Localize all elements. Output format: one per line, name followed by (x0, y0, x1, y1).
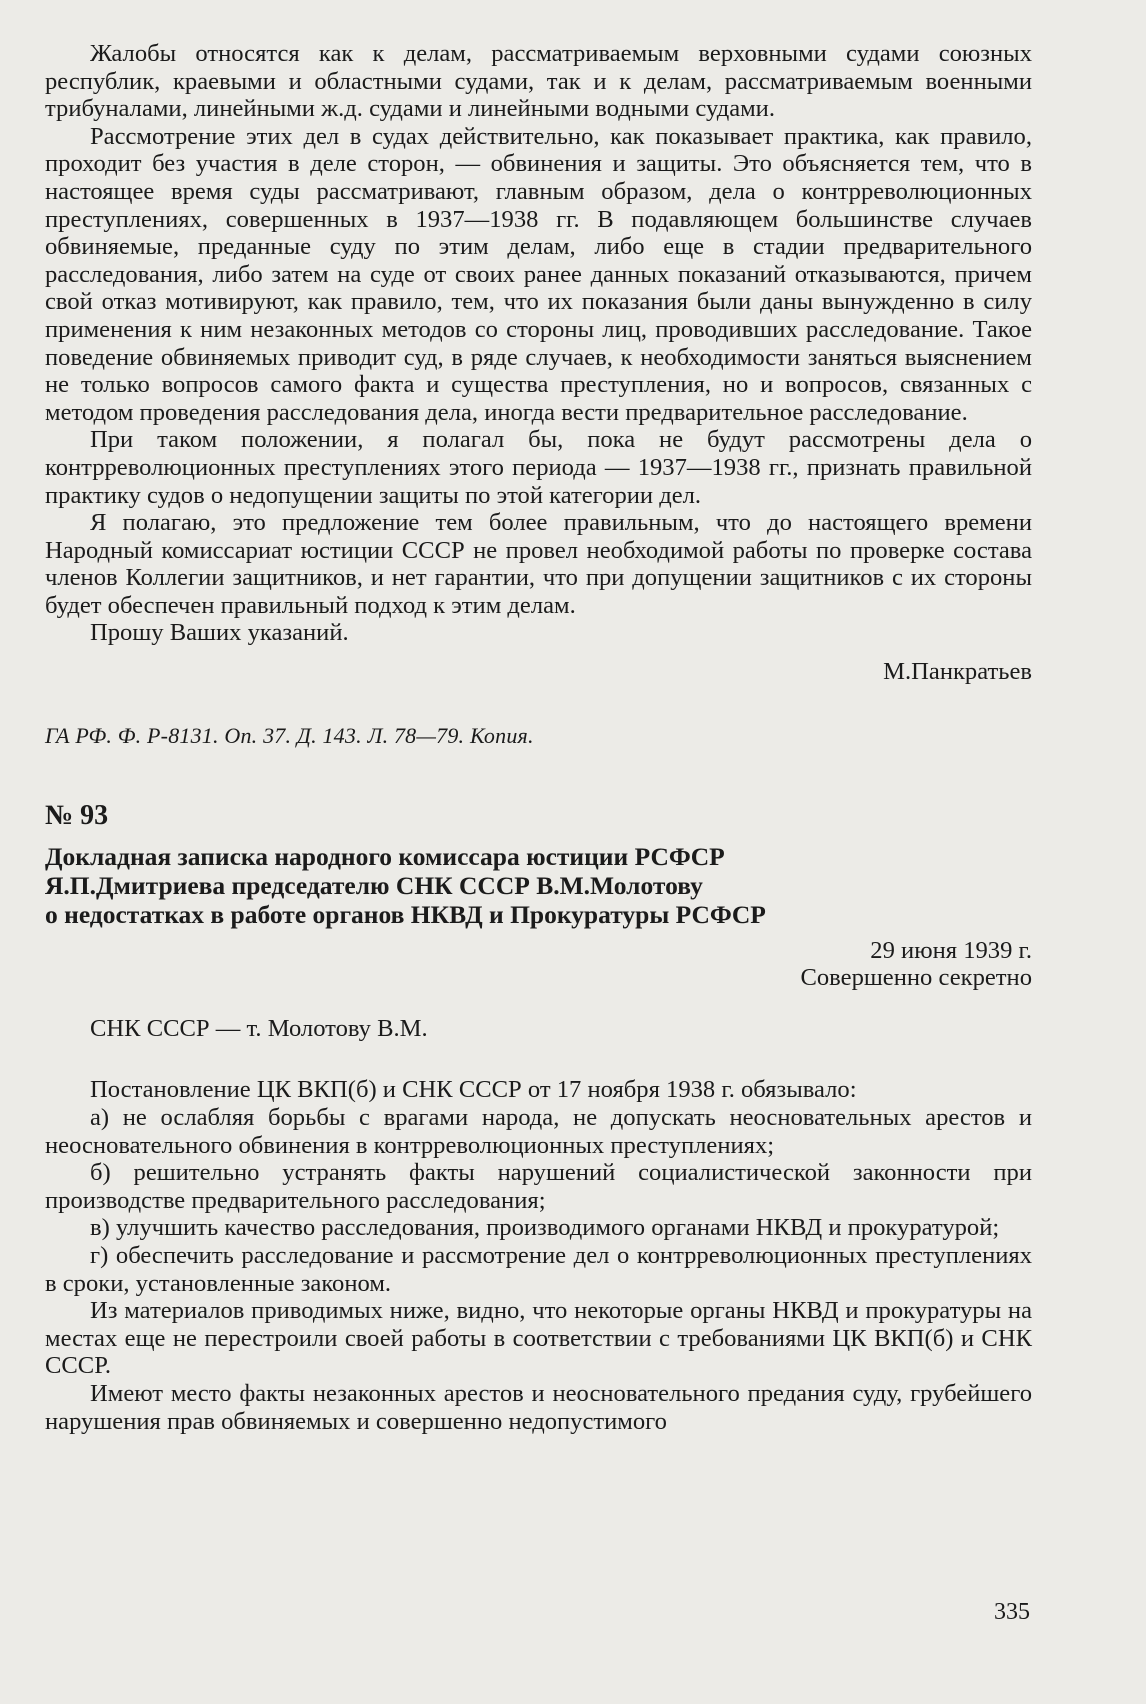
document-title-line: Докладная записка народного комиссара юстиции РСФСР (45, 841, 725, 871)
document-title-line: о недостатках в работе органов НКВД и Прокуратуры РСФСР (45, 899, 766, 929)
document-number: № 93 (45, 799, 109, 831)
classification-stamp: Совершенно секретно (800, 964, 1032, 992)
resolution-item-a: а) не ослабляя борьбы с врагами народа, не допускать неосновательных арестов и неосновательного обвинения в контрреволюционных преступлениях; (45, 1104, 1032, 1159)
resolution-item-b: б) решительно устранять факты нарушений социалистической законности при производстве предварительного расследования; (45, 1159, 1032, 1214)
page-number: 335 (994, 1599, 1030, 1625)
body-paragraph-4: Я полагаю, это предложение тем более правильным, что до настоящего времени Народный комиссариат юстиции СССР не провел необходимой работы по проверке состава членов Коллегии защитников, и нет гарантии, что при допущении защитников с их стороны будет обеспечен правильный подход к этим делам. (45, 509, 1032, 619)
resolution-item-d: г) обеспечить расследование и рассмотрение дел о контрреволюционных преступлениях в сроки, установленные законом. (45, 1242, 1032, 1297)
page-content (45, 40, 1032, 1435)
document-date: 29 июня 1939 г. (870, 936, 1032, 964)
document-title (45, 842, 1032, 929)
body-paragraph-6: Из материалов приводимых ниже, видно, что некоторые органы НКВД и прокуратуры на местах еще не перестроили своей работы в соответствии с требованиями ЦК ВКП(б) и СНК СССР. (45, 1297, 1032, 1380)
archive-source-note: ГА РФ. Ф. Р-8131. Оп. 37. Д. 143. Л. 78—79. Копия. (45, 722, 534, 748)
body-paragraph-7: Имеют место факты незаконных арестов и неосновательного предания суду, грубейшего нарушения прав обвиняемых и совершенно недопустимого (45, 1379, 1032, 1435)
body-paragraph-5: Прошу Ваших указаний. (90, 619, 349, 647)
resolution-intro: Постановление ЦК ВКП(б) и СНК СССР от 17 ноября 1938 г. обязывало: (90, 1076, 857, 1104)
resolution-item-c: в) улучшить качество расследования, производимого органами НКВД и прокуратурой; (90, 1214, 1000, 1242)
signature: М.Панкратьев (883, 658, 1032, 686)
document-title-line: Я.П.Дмитриева председателю СНК СССР В.М.Молотову (45, 870, 703, 900)
addressee: СНК СССР — т. Молотову В.М. (90, 1014, 428, 1042)
body-paragraph-3: При таком положении, я полагал бы, пока не будут рассмотрены дела о контрреволюционных преступлениях этого периода — 1937—1938 гг., признать правильной практику судов о недопущении защиты по этой категории дел. (45, 426, 1032, 509)
body-paragraph-1: Жалобы относятся как к делам, рассматриваемым верховными судами союзных республик, краевыми и областными судами, так и к делам, рассматриваемым военными трибуналами, линейными ж.д. судами и линейными водными судами. (45, 40, 1032, 123)
body-paragraph-2: Рассмотрение этих дел в судах действительно, как показывает практика, как правило, проходит без участия в деле сторон, — обвинения и защиты. Это объясняется тем, что в настоящее время суды рассматривают, главным образом, дела о контрреволюционных преступлениях, совершенных в 1937—1938 гг. В подавляющем большинстве случаев обвиняемые, преданные суду по этим делам, либо еще в стадии предварительного расследования, либо затем на суде от своих ранее данных показаний отказываются, причем свой отказ мотивируют, как правило, тем, что их показания были даны вынужденно в силу применения к ним незаконных методов со стороны лиц, проводивших расследование. Такое поведение обвиняемых приводит суд, в ряде случаев, к необходимости заняться выяснением не только вопросов самого факта и существа преступления, но и вопросов, связанных с методом проведения расследования дела, иногда вести предварительное расследование. (45, 122, 1032, 426)
